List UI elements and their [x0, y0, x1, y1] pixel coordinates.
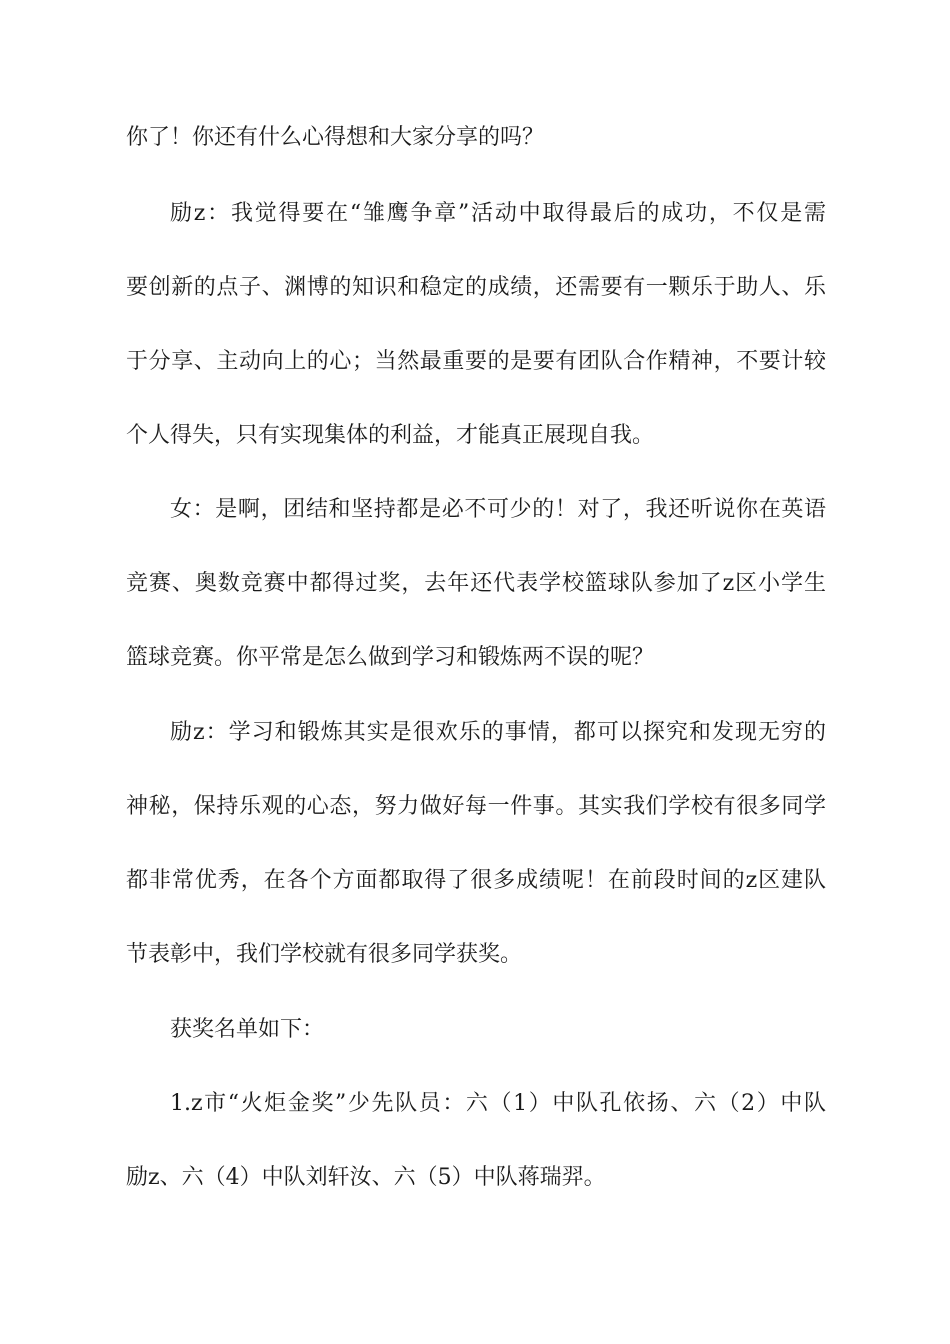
- text-line: 都非常优秀，在各个方面都取得了很多成绩呢！在前段时间的z区建队: [126, 868, 826, 893]
- paragraph-first-line: 获奖名单如下：: [170, 1017, 325, 1042]
- paragraph-first-line: 励z：学习和锻炼其实是很欢乐的事情，都可以探究和发现无穷的: [170, 720, 826, 745]
- text-line: 篮球竞赛。你平常是怎么做到学习和锻炼两不误的呢？: [126, 645, 655, 670]
- text-line: 励z、六（4）中队刘轩汝、六（5）中队蒋瑞羿。: [126, 1165, 606, 1190]
- text-line: 要创新的点子、渊博的知识和稳定的成绩，还需要有一颗乐于助人、乐: [126, 275, 826, 300]
- list-item-first-line: 1.z市“火炬金奖”少先队员：六（1）中队孔依扬、六（2）中队: [170, 1091, 826, 1116]
- text-line: 你了！你还有什么心得想和大家分享的吗？: [126, 125, 545, 150]
- text-line: 个人得失，只有实现集体的利益，才能真正展现自我。: [126, 423, 655, 448]
- text-line: 竞赛、奥数竞赛中都得过奖，去年还代表学校篮球队参加了z区小学生: [126, 571, 826, 596]
- text-line: 节表彰中，我们学校就有很多同学获奖。: [126, 942, 523, 967]
- text-line: 于分享、主动向上的心；当然最重要的是要有团队合作精神，不要计较: [126, 349, 826, 374]
- paragraph-first-line: 励z：我觉得要在“雏鹰争章”活动中取得最后的成功，不仅是需: [170, 201, 826, 226]
- text-line: 神秘，保持乐观的心态，努力做好每一件事。其实我们学校有很多同学: [126, 794, 826, 819]
- paragraph-first-line: 女：是啊，团结和坚持都是必不可少的！对了，我还听说你在英语: [170, 497, 826, 522]
